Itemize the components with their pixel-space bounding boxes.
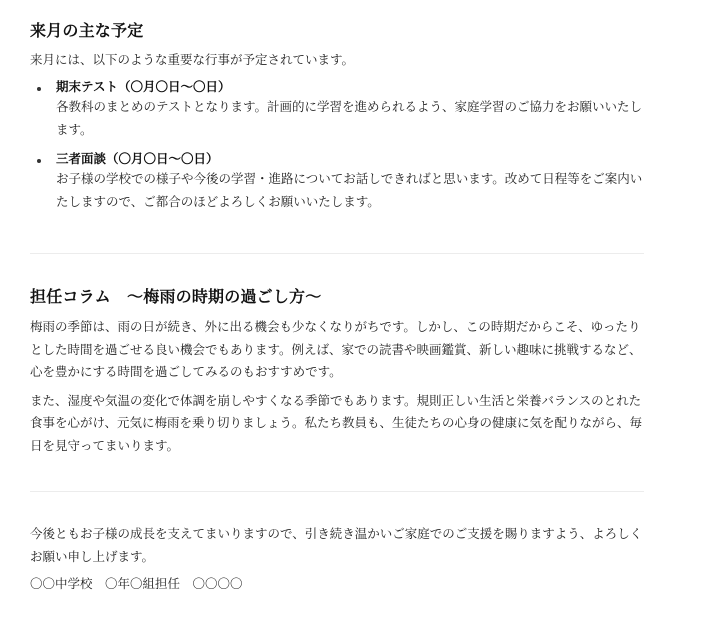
event-description: お子様の学校での様子や今後の学習・進路についてお話しできればと思います。改めて日程等をご案内いたしますので、ご都合のほどよろしくお願いいたします。	[56, 171, 643, 209]
column-heading: 担任コラム 〜梅雨の時期の過ごし方〜	[30, 287, 322, 306]
event-list	[30, 78, 644, 213]
section-divider	[30, 253, 644, 254]
signature: 〇〇中学校 〇年〇組担任 〇〇〇〇	[30, 576, 243, 591]
column-paragraph: 梅雨の季節は、雨の日が続き、外に出る機会も少なくなりがちです。しかし、この時期だからこそ、ゆったりとした時間を過ごせる良い機会でもあります。例えば、家での読書や映画鑑賞、新しい趣味に挑戦するなど、心を豊かにする時間を過ごしてみるのもおすすめです。	[30, 319, 642, 379]
schedule-heading: 来月の主な予定	[30, 21, 144, 40]
schedule-section	[30, 20, 644, 222]
event-item-conference	[30, 150, 644, 213]
column-paragraph: また、湿度や気温の変化で体調を崩しやすくなる季節でもあります。規則正しい生活と栄養バランスのとれた食事を心がけ、元気に梅雨を乗り切りましょう。私たち教員も、生徒たちの心身の健康に気を配りながら、毎日を見守ってまいります。	[30, 392, 643, 453]
event-description: 各教科のまとめのテストとなります。計画的に学習を進められるよう、家庭学習のご協力をお願いいたします。	[56, 99, 643, 137]
event-title: 三者面談（〇月〇日〜〇日）	[56, 151, 219, 166]
schedule-intro: 来月には、以下のような重要な行事が予定されています。	[30, 52, 355, 67]
closing-message: 今後ともお子様の成長を支えてまいりますので、引き続き温かいご家庭でのご支援を賜りますよう、よろしくお願い申し上げます。	[30, 526, 643, 564]
closing-section	[30, 523, 644, 594]
event-title: 期末テスト（〇月〇日〜〇日）	[56, 79, 231, 94]
section-divider	[30, 491, 644, 492]
teacher-column-section	[30, 286, 644, 463]
event-item-final-exam	[30, 78, 644, 141]
